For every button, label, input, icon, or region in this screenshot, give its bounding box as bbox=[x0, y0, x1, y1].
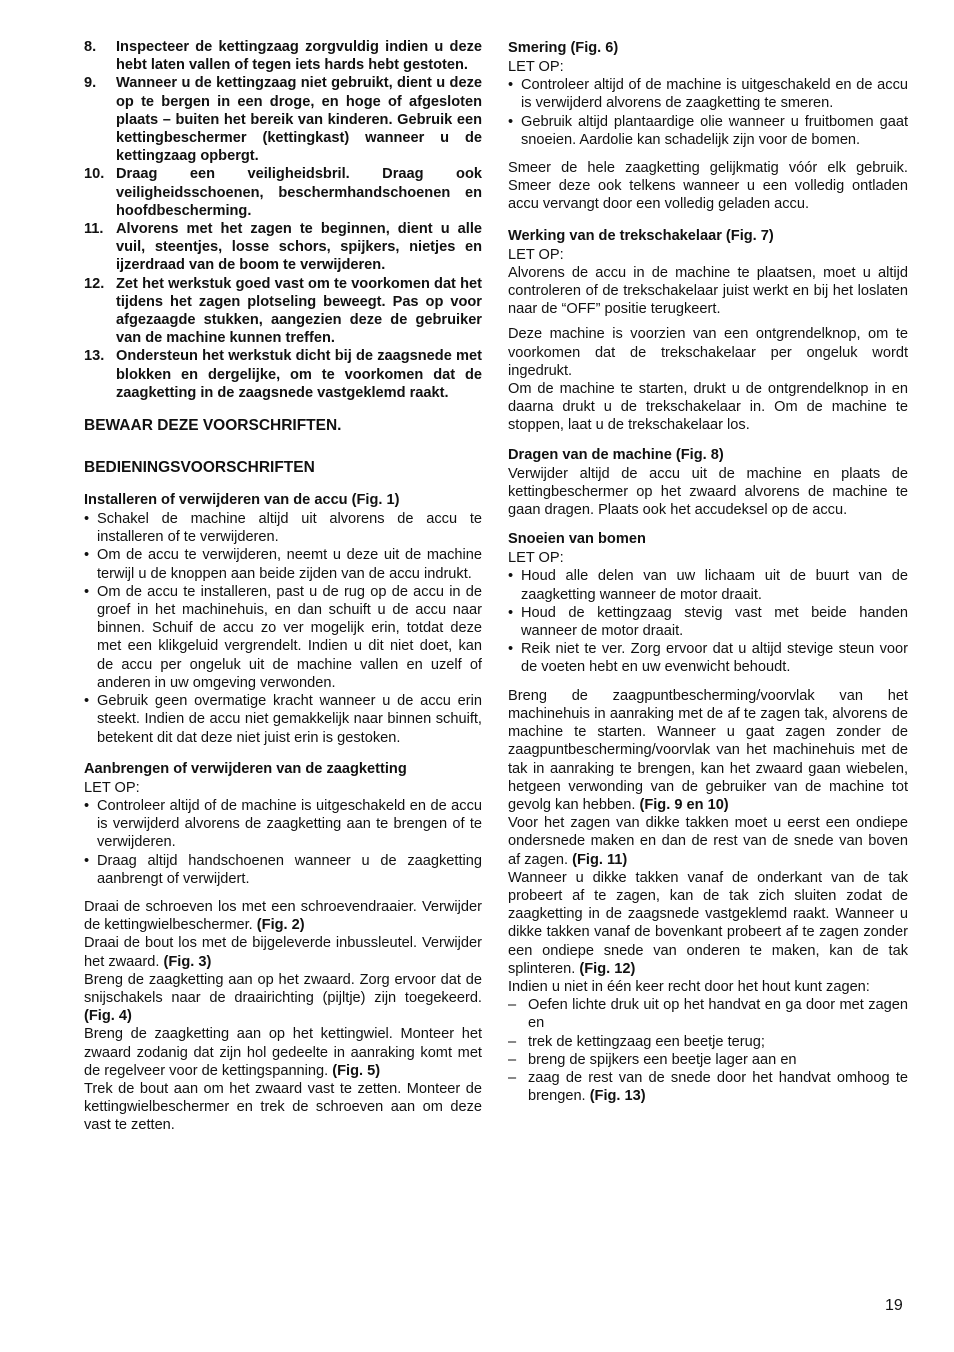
list-item: • Om de accu te verwijderen, neemt u deze uit de machine terwijl u de knoppen aan beide zijden van de accu indrukt. bbox=[84, 546, 482, 582]
list-item: 10. Draag een veiligheidsbril. Draag ook veiligheidsschoenen, beschermhandschoenen en hoofdbescherming. bbox=[84, 166, 482, 219]
dash-list bbox=[508, 996, 908, 1105]
chain-note: LET OP: bbox=[84, 779, 140, 796]
prune-list bbox=[508, 567, 908, 676]
list-item: • Houd de kettingzaag stevig vast met beide handen wanneer de motor draait. bbox=[508, 604, 908, 640]
lube-list bbox=[508, 76, 908, 149]
list-item: • Houd alle delen van uw lichaam uit de buurt van de zaagketting wanneer de motor draait. bbox=[508, 567, 908, 603]
accu-list bbox=[84, 510, 482, 747]
carry-heading: Dragen van de machine (Fig. 8) bbox=[508, 446, 724, 463]
switch-heading: Werking van de trekschakelaar (Fig. 7) bbox=[508, 227, 774, 244]
list-item: • Om de accu te installeren, past u de rug op de accu in de groef in het machinehuis, en dan schuift u de accu naar binnen. Schuif de accu zo ver mogelijk erin, totdat deze met een klikgeluid vergrendelt. Indien u dit niet doet, kan de accu per ongeluk uit de machine vallen en uzelf of anderen in uw omgeving verwonden. bbox=[84, 583, 482, 692]
paragraph: Wanneer u dikke takken vanaf de onderkant van de tak probeert af te zagen, kan de tak zich sluiten zodat de zaagketting in de zaagsnede vastgeklemd raakt. Wanneer u dikke takken vanaf de bovenkant probeert af te zagen zonder een ondiepe snede van onderen te maken, kan de tak splinteren. (Fig. 12) bbox=[508, 869, 908, 977]
list-item: 9. Wanneer u de kettingzaag niet gebruikt, dient u deze op te bergen in een droge, en hoge of afgesloten plaats – buiten het bereik van kinderen. Gebruik een kettingbeschermer (kettingkast) wanneer u de kettingzaag opbergt. bbox=[84, 75, 482, 165]
list-item: • Schakel de machine altijd uit alvorens de accu te installeren of te verwijderen. bbox=[84, 510, 482, 546]
prune-note: LET OP: bbox=[508, 550, 564, 567]
list-item: • Controleer altijd of de machine is uitgeschakeld en de accu is verwijderd alvorens de zaagketting te smeren. bbox=[508, 76, 908, 112]
list-item: – trek de kettingzaag een beetje terug; bbox=[508, 1033, 908, 1051]
paragraph: Draai de bout los met de bijgeleverde inbussleutel. Verwijder het zwaard. (Fig. 3) bbox=[84, 935, 482, 970]
paragraph: Verwijder altijd de accu uit de machine en plaats de kettingbeschermer op het zwaard alvorens de machine te gaan dragen. Plaats ook het accudeksel op de accu. bbox=[508, 465, 908, 519]
paragraph: Draai de schroeven los met een schroevendraaier. Verwijder de kettingwielbeschermer. (Fig. 2) bbox=[84, 898, 482, 934]
list-item: • Gebruik geen overmatige kracht wanneer u de accu erin steekt. Indien de accu niet gemakkelijk naar binnen schuift, betekent dit dat deze niet juist erin is gestoken. bbox=[84, 692, 482, 747]
paragraph: Breng de zaagketting aan op het zwaard. Zorg ervoor dat de snijschakels naar de draairichting (pijltje) zijn toegekeerd. (Fig. 4) bbox=[84, 971, 482, 1025]
lube-heading: Smering (Fig. 6) bbox=[508, 40, 619, 56]
prune-heading: Snoeien van bomen bbox=[508, 531, 646, 548]
right-column bbox=[508, 38, 908, 1105]
list-item: – breng de spijkers een beetje lager aan en bbox=[508, 1051, 908, 1069]
paragraph: Trek de bout aan om het zwaard vast te zetten. Monteer de kettingwielbeschermer en trek de schroeven aan om deze vast te zetten. bbox=[84, 1080, 482, 1134]
paragraph: Om de machine te starten, drukt u de ontgrendelknop in en daarna drukt u de trekschakelaar in. Om de machine te stoppen, laat u de trekschakelaar los. bbox=[508, 381, 908, 434]
keep-instructions-heading: BEWAAR DEZE VOORSCHRIFTEN. bbox=[84, 417, 342, 435]
page-number: 19 bbox=[885, 1297, 903, 1314]
paragraph: Indien u niet in één keer recht door het hout kunt zagen: bbox=[508, 978, 870, 995]
switch-note: LET OP: bbox=[508, 246, 564, 263]
list-item: 8. Inspecteer de kettingzaag zorgvuldig indien u deze hebt laten vallen of tegen iets hards hebt gestoten. bbox=[84, 39, 482, 74]
paragraph: Deze machine is voorzien van een ontgrendelknop, om te voorkomen dat de trekschakelaar per ongeluk wordt ingedrukt. bbox=[508, 326, 908, 379]
paragraph: Smeer de hele zaagketting gelijkmatig vóór elk gebruik. Smeer deze ook telkens wanneer u een volledig ontladen accu vervangt door een volledig geladen accu. bbox=[508, 160, 908, 213]
safety-rules-list bbox=[84, 38, 482, 402]
lube-note: LET OP: bbox=[508, 59, 564, 75]
list-item: • Draag altijd handschoenen wanneer u de zaagketting aanbrengt of verwijdert. bbox=[84, 852, 482, 888]
list-item: 13. Ondersteun het werkstuk dicht bij de zaagsnede met blokken en dergelijke, om te voorkomen dat de zaagketting in de zaagsnede vastgeklemd raakt. bbox=[84, 348, 482, 401]
paragraph: Alvorens de accu in de machine te plaatsen, moet u altijd controleren of de trekschakelaar juist werkt en bij het loslaten naar de “OFF” positie terugkeert. bbox=[508, 264, 908, 318]
list-item: – Oefen lichte druk uit op het handvat en ga door met zagen en bbox=[508, 996, 908, 1032]
list-item: • Gebruik altijd plantaardige olie wanneer u fruitbomen gaat snoeien. Aardolie kan schadelijk zijn voor de bomen. bbox=[508, 113, 908, 149]
accu-heading: Installeren of verwijderen van de accu (Fig. 1) bbox=[84, 492, 400, 509]
list-item: 12. Zet het werkstuk goed vast om te voorkomen dat het tijdens het zagen plotseling beweegt. Pas op voor afgezaagde stukken, aangezien deze de gebruiker van de machine kunnen treffen. bbox=[84, 275, 482, 347]
section-heading: BEDIENINGSVOORSCHRIFTEN bbox=[84, 459, 315, 477]
chain-list bbox=[84, 797, 482, 888]
list-item: 11. Alvorens met het zagen te beginnen, dient u alle vuil, steentjes, losse schors, spijkers, nietjes en ijzerdraad van de boom te verwijderen. bbox=[84, 221, 482, 274]
list-item: • Controleer altijd of de machine is uitgeschakeld en de accu is verwijderd alvorens de zaagketting aan te brengen of te verwijderen. bbox=[84, 797, 482, 852]
paragraph: Breng de zaagpuntbescherming/voorvlak van het machinehuis in aanraking met de af te zagen tak, alvorens de machine te starten. Wanneer u gaat zagen zonder de zaagpuntbescherming/voorvlak van het machinehuis met de tak in aanraking te brengen, kan het zwaard gaan wiebelen, hetgeen verwonding van de gebruiker van de machine tot gevolg kan hebben. (Fig. 9 en 10) bbox=[508, 687, 908, 813]
paragraph: Breng de zaagketting aan op het kettingwiel. Monteer het zwaard zodanig dat zijn hol gedeelte in aanraking komt met de regelveer voor de kettingspanning. (Fig. 5) bbox=[84, 1026, 482, 1079]
left-column bbox=[84, 38, 482, 1135]
chain-heading: Aanbrengen of verwijderen van de zaagketting bbox=[84, 760, 407, 777]
paragraph: Voor het zagen van dikke takken moet u eerst een ondiepe ondersnede maken en dan de rest van de snede van boven af zagen. (Fig. 11) bbox=[508, 815, 908, 868]
list-item: – zaag de rest van de snede door het handvat omhoog te brengen. (Fig. 13) bbox=[508, 1069, 908, 1105]
list-item: • Reik niet te ver. Zorg ervoor dat u altijd stevige steun voor de voeten hebt en uw evenwicht behoudt. bbox=[508, 640, 908, 676]
